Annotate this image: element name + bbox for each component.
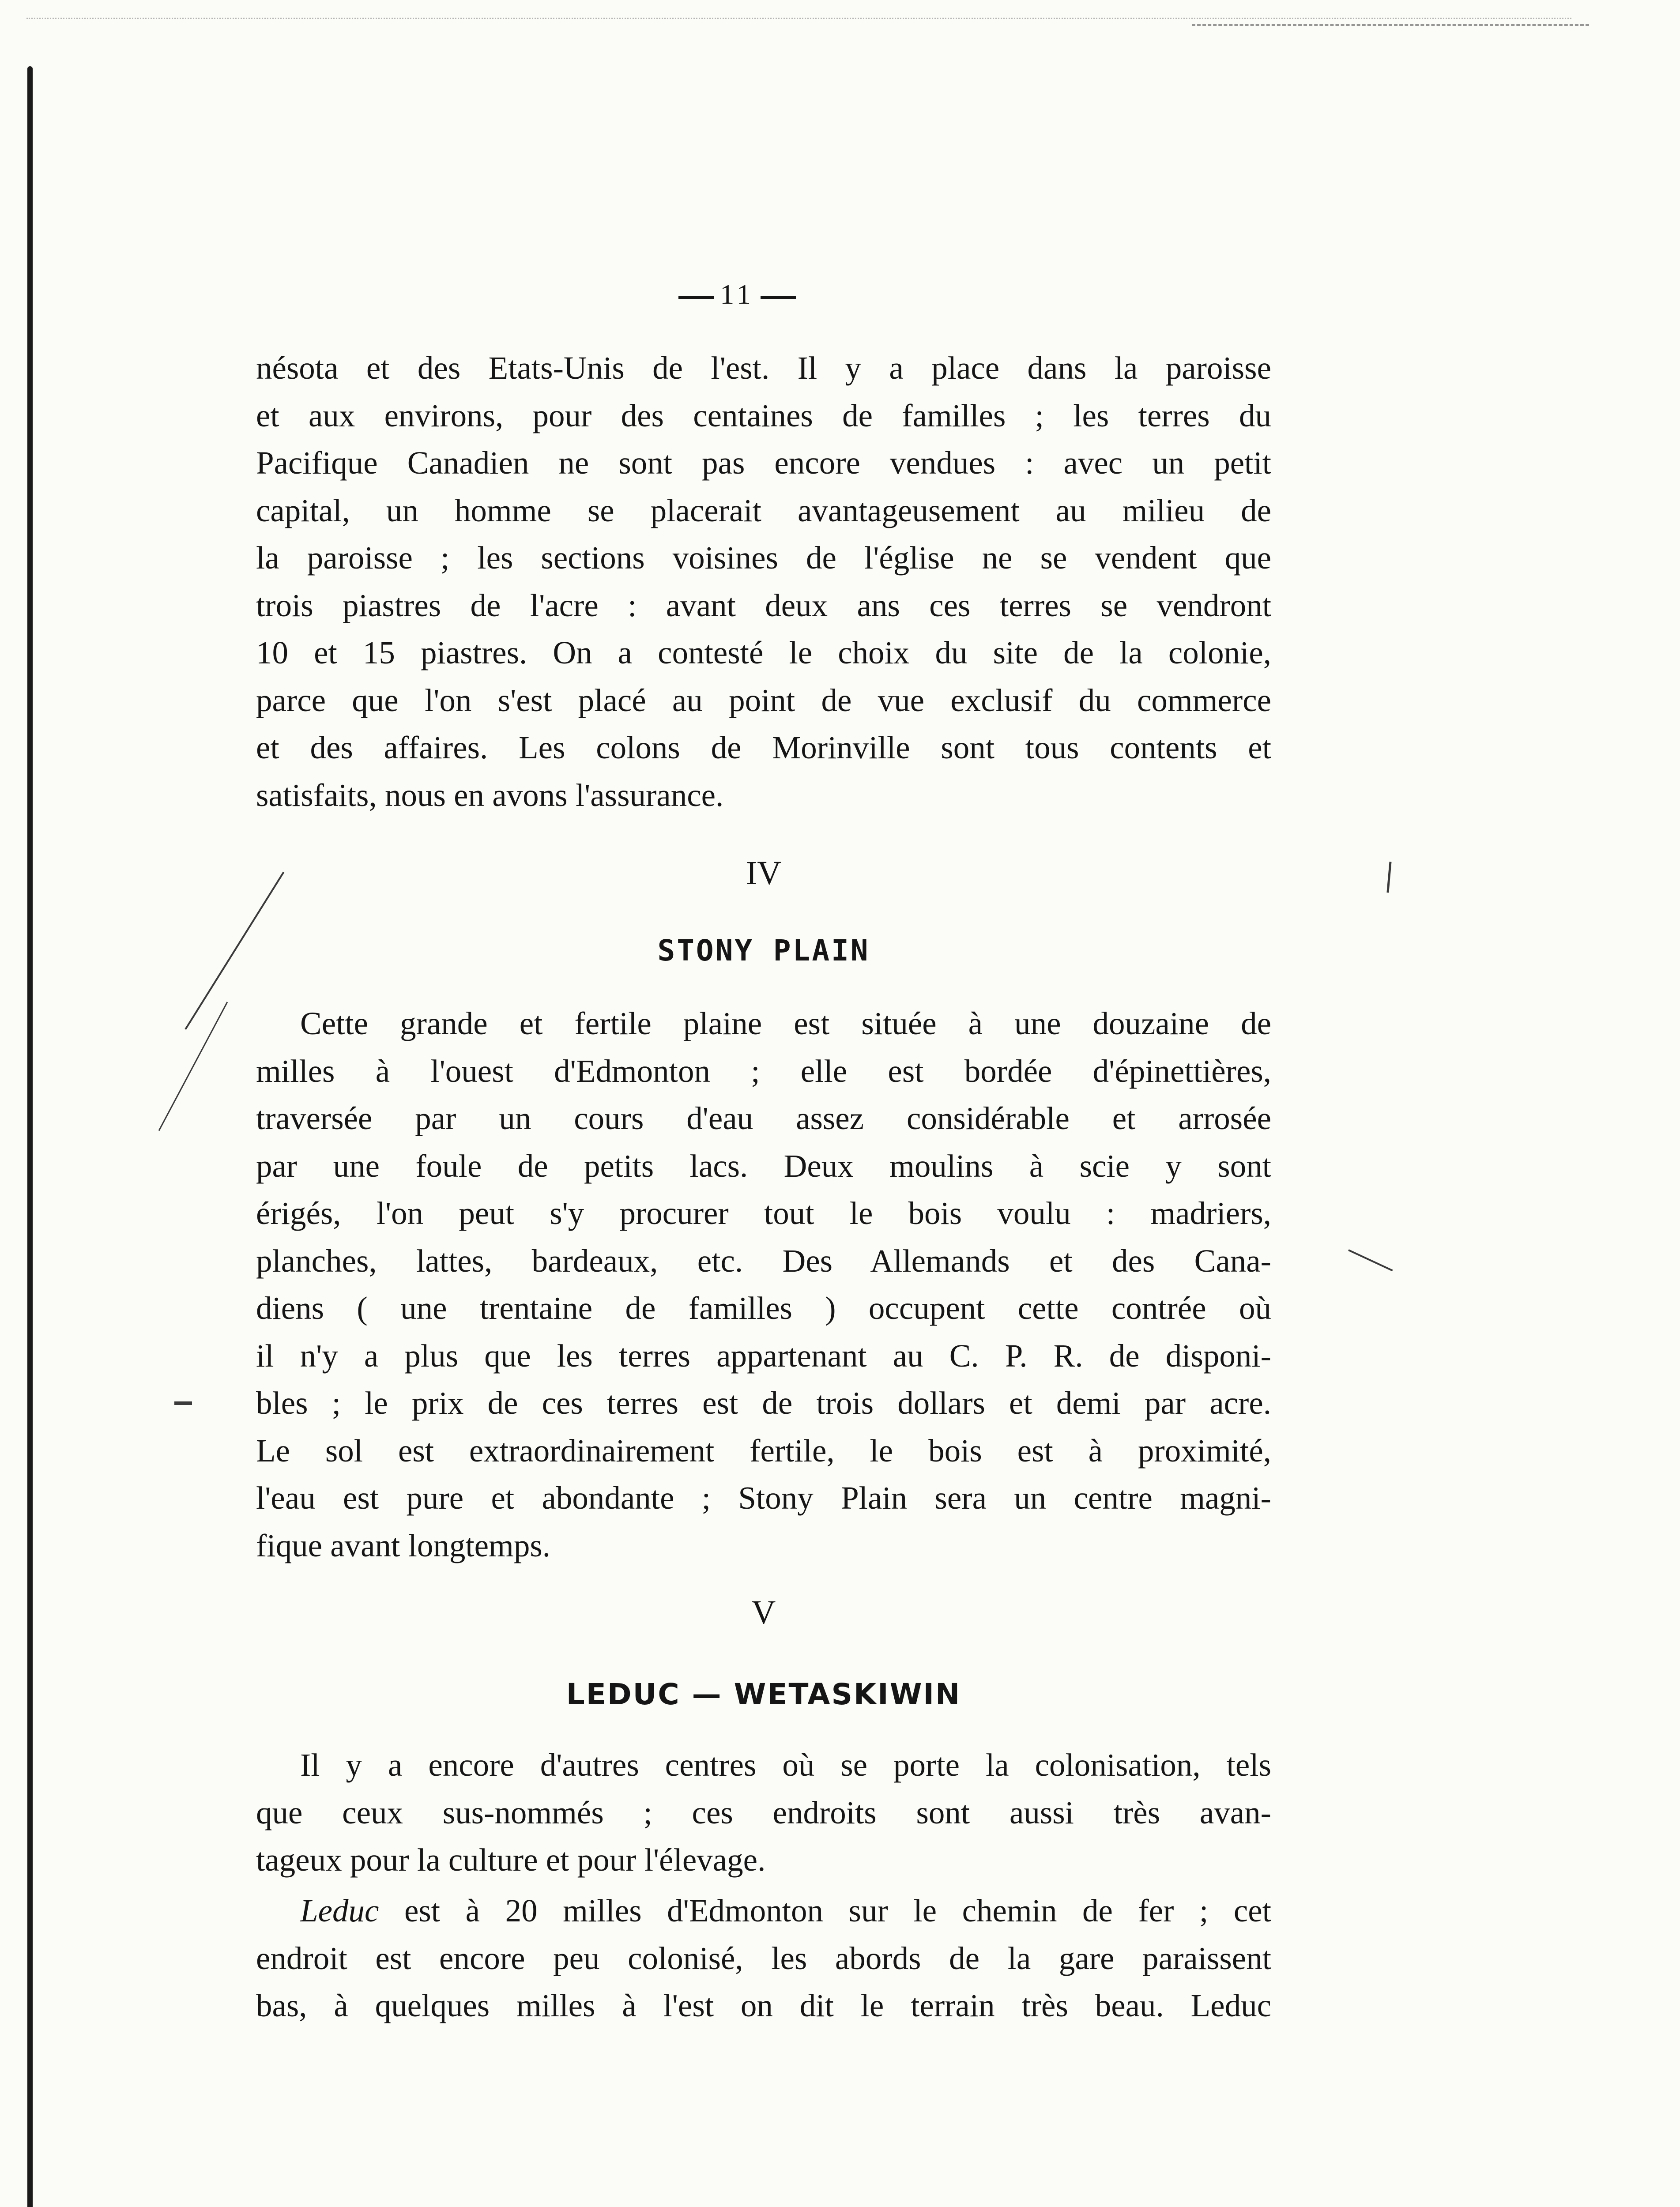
text-line: diens ( une trentaine de familles ) occupent cette contrée où bbox=[256, 1290, 1271, 1326]
text-line: Cette grande et fertile plaine est située à une douzaine de bbox=[300, 1006, 1271, 1041]
paragraph-morinville-continued bbox=[256, 344, 1271, 819]
text-line: la paroisse ; les sections voisines de l'église ne se vendent que bbox=[256, 540, 1271, 576]
section-numeral-iv: IV bbox=[746, 855, 782, 892]
text-line: Il y a encore d'autres centres où se porte la colonisation, tels bbox=[300, 1747, 1271, 1783]
text-line-rest: est à 20 milles d'Edmonton sur le chemin de fer ; cet bbox=[379, 1893, 1271, 1928]
italic-place-name: Leduc bbox=[300, 1893, 379, 1928]
text-line: nésota et des Etats-Unis de l'est. Il y a place dans la paroisse bbox=[256, 350, 1271, 386]
paragraph-other-centres bbox=[256, 1741, 1271, 1884]
scan-noise-top-right bbox=[1192, 24, 1589, 44]
text-line: 10 et 15 piastres. On a contesté le choix du site de la colonie, bbox=[256, 635, 1271, 670]
paragraph-stony-plain bbox=[256, 1000, 1271, 1569]
paragraph-leduc bbox=[256, 1887, 1271, 2030]
text-line: bles ; le prix de ces terres est de trois dollars et demi par acre. bbox=[256, 1385, 1271, 1421]
page-number bbox=[671, 278, 803, 311]
section-title-stony-plain: STONY PLAIN bbox=[657, 934, 870, 968]
text-line: trois piastres de l'acre : avant deux ans ces terres se vendront bbox=[256, 587, 1271, 623]
text-line: fique avant longtemps. bbox=[256, 1527, 550, 1563]
binding-shadow bbox=[27, 66, 33, 2207]
text-line: et aux environs, pour des centaines de familles ; les terres du bbox=[256, 397, 1271, 433]
text-line: bas, à quelques milles à l'est on dit le terrain très beau. Leduc bbox=[256, 1988, 1271, 2023]
pencil-mark bbox=[174, 1401, 192, 1405]
text-line: capital, un homme se placerait avantageusement au milieu de bbox=[256, 492, 1271, 528]
folio-dash-left bbox=[678, 296, 714, 299]
text-line: Pacifique Canadien ne sont pas encore vendues : avec un petit bbox=[256, 445, 1271, 481]
text-line: érigés, l'on peut s'y procurer tout le bois voulu : madriers, bbox=[256, 1195, 1271, 1231]
text-line: milles à l'ouest d'Edmonton ; elle est bordée d'épinettières, bbox=[256, 1053, 1271, 1089]
text-line: traversée par un cours d'eau assez considérable et arrosée bbox=[256, 1100, 1271, 1136]
text-line: satisfaits, nous en avons l'assurance. bbox=[256, 777, 724, 813]
text-line: par une foule de petits lacs. Deux moulins à scie y sont bbox=[256, 1148, 1271, 1184]
pencil-mark bbox=[1348, 1249, 1393, 1271]
text-line: tageux pour la culture et pour l'élevage. bbox=[256, 1842, 766, 1878]
folio-dash-right bbox=[761, 296, 796, 299]
text-line bbox=[256, 1887, 1271, 1935]
text-line: endroit est encore peu colonisé, les abords de la gare paraissent bbox=[256, 1940, 1271, 1976]
text-line: et des affaires. Les colons de Morinville sont tous contents et bbox=[256, 730, 1271, 765]
text-line: planches, lattes, bardeaux, etc. Des Allemands et des Cana- bbox=[256, 1243, 1271, 1279]
text-line: parce que l'on s'est placé au point de vue exclusif du commerce bbox=[256, 682, 1271, 718]
section-numeral-v: V bbox=[751, 1594, 776, 1631]
pencil-mark bbox=[158, 1002, 228, 1131]
section-title-leduc-wetaskiwin: LEDUC — WETASKIWIN bbox=[566, 1677, 961, 1711]
text-line: il n'y a plus que les terres appartenant au C. P. R. de disponi- bbox=[256, 1337, 1271, 1374]
page-number-text: 11 bbox=[720, 279, 754, 310]
text-line: l'eau est pure et abondante ; Stony Plain sera un centre magni- bbox=[256, 1480, 1271, 1516]
text-line: Le sol est extraordinairement fertile, le bois est à proximité, bbox=[256, 1432, 1271, 1469]
text-line: que ceux sus-nommés ; ces endroits sont aussi très avan- bbox=[256, 1794, 1271, 1830]
pencil-mark bbox=[1386, 862, 1391, 893]
